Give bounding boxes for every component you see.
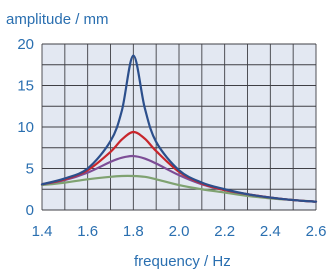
x-tick-label: 1.4 [31,223,53,240]
y-axis-label: amplitude / mm [6,11,109,28]
x-tick-label: 2.6 [305,223,326,240]
x-tick-label: 2.4 [259,223,281,240]
y-tick-label: 15 [17,77,34,95]
y-tick-label: 5 [25,160,34,178]
x-tick-label: 1.6 [77,223,99,240]
x-tick-label: 2.2 [214,223,236,240]
x-tick-label: 1.8 [122,223,144,240]
y-tick-label: 0 [25,202,34,219]
y-tick-label: 10 [17,119,34,136]
x-tick-label: 2.0 [168,223,190,240]
y-tick-label: 20 [17,36,34,53]
x-axis-label: frequency / Hz [134,253,231,270]
